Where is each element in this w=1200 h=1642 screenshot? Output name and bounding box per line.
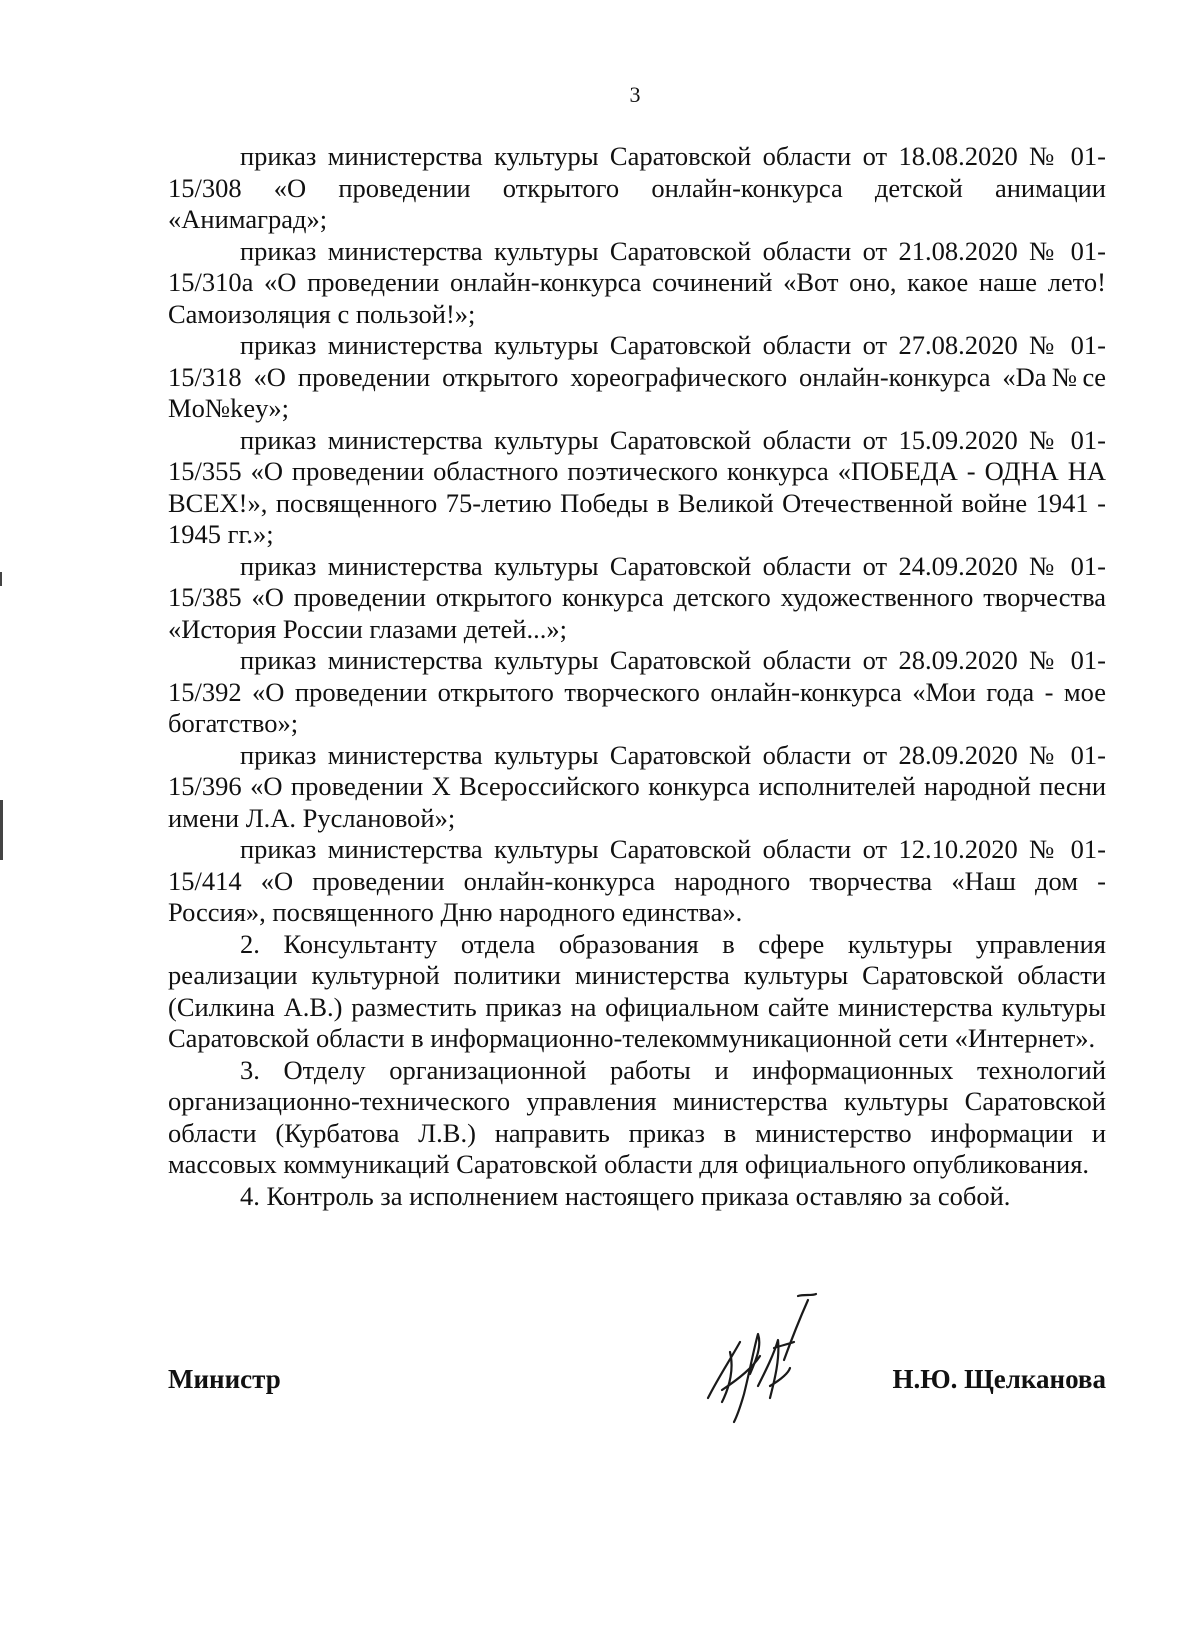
clause-4: 4. Контроль за исполнением настоящего приказа оставляю за собой. — [240, 1180, 1011, 1211]
order-item-4: приказ министерства культуры Саратовской области от 15.09.2020 № 01-15/355 «О проведении областного поэтического конкурса «ПОБЕДА - ОДНА НА ВСЕХ!», посвященного 75-летию Победы в Великой Отечественной войне 1941 - 1945 гг.»; — [168, 424, 1106, 549]
signatory-title: Министр — [168, 1364, 281, 1394]
order-item-3: приказ министерства культуры Саратовской области от 27.08.2020 № 01-15/318 «О проведении открытого хореографического онлайн-конкурса «Da№ce Mo№key»; — [168, 330, 1106, 423]
order-item-7: приказ министерства культуры Саратовской области от 28.09.2020 № 01-15/396 «О проведении X Всероссийского конкурса исполнителей народной песни имени Л.А. Руслановой»; — [168, 739, 1106, 833]
order-item-6: приказ министерства культуры Саратовской области от 28.09.2020 № 01-15/392 «О проведении открытого творческого онлайн-конкурса «Мои года - мое богатство»; — [168, 645, 1106, 738]
signatory-name: Н.Ю. Щелканова — [892, 1364, 1106, 1394]
clause-2: 2. Консультанту отдела образования в сфере культуры управления реализации культурной политики министерства культуры Саратовской области (Силкина А.В.) разместить приказ на официальном сайте министерства культуры Саратовской области в информационно-телекоммуникационной сети «Интернет». — [168, 928, 1106, 1053]
scan-edge-mark — [0, 800, 3, 860]
document-body — [168, 141, 1106, 1212]
order-item-5: приказ министерства культуры Саратовской области от 24.09.2020 № 01-15/385 «О проведении открытого конкурса детского художественного творчества «История России глазами детей...»; — [168, 550, 1106, 644]
order-item-2: приказ министерства культуры Саратовской области от 21.08.2020 № 01-15/310а «О проведении онлайн-конкурса сочинений «Вот оно, какое наше лето! Самоизоляция с пользой!»; — [168, 235, 1106, 329]
order-item-1: приказ министерства культуры Саратовской области от 18.08.2020 № 01-15/308 «О проведении открытого онлайн-конкурса детской анимации «Анимаград»; — [168, 141, 1106, 234]
signature-block — [168, 1364, 1106, 1414]
page-number: 3 — [629, 82, 641, 107]
scan-edge-mark — [0, 572, 2, 586]
order-item-8: приказ министерства культуры Саратовской области от 12.10.2020 № 01-15/414 «О проведении онлайн-конкурса народного творчества «Наш дом - Россия», посвященного Дню народного единства». — [168, 834, 1106, 927]
clause-3: 3. Отделу организационной работы и информационных технологий организационно-технического управления министерства культуры Саратовской области (Курбатова Л.В.) направить приказ в министерство информации и массовых коммуникаций Саратовской области для официального опубликования. — [168, 1054, 1106, 1179]
